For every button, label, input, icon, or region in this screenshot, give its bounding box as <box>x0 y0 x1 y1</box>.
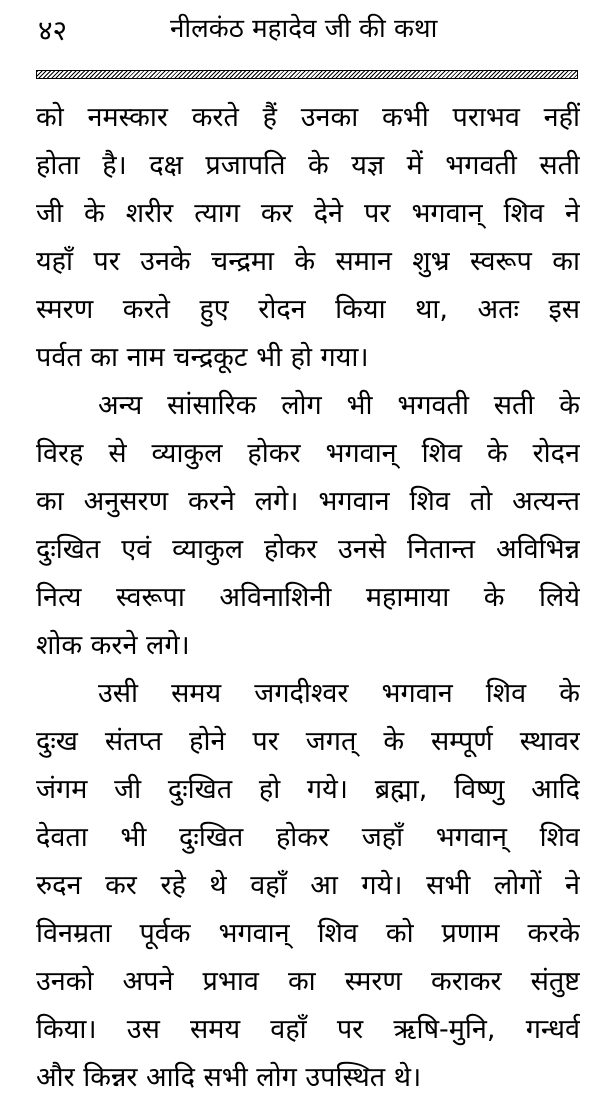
page-number: ४२ <box>38 14 68 47</box>
text-line: देवता भी दुःखित होकर जहाँ भगवान् शिव <box>36 822 580 853</box>
text-line: दुःख संतप्त होने पर जगत् के सम्पूर्ण स्थावर <box>36 726 580 757</box>
text-line: स्मरण करते हुए रोदन किया था, अतः इस <box>36 294 580 325</box>
text-line: नित्य स्वरूपा अविनाशिनी महामाया के लिये <box>36 582 580 613</box>
text-line: का अनुसरण करने लगे। भगवान शिव तो अत्यन्त <box>36 486 580 517</box>
text-line: जंगम जी दुःखित हो गये। ब्रह्मा, विष्णु आदि <box>36 774 580 805</box>
text-line: जी के शरीर त्याग कर देने पर भगवान् शिव ने <box>36 198 580 229</box>
body-text <box>36 94 580 1102</box>
text-line: शोक करने लगे। <box>36 630 190 661</box>
text-line: रुदन कर रहे थे वहाँ आ गये। सभी लोगों ने <box>36 870 580 901</box>
text-line: को नमस्कार करते हैं उनका कभी पराभव नहीं <box>36 102 580 133</box>
paragraph-first-line: अन्य सांसारिक लोग भी भगवती सती के <box>98 390 580 421</box>
running-title: नीलकंठ महादेव जी की कथा <box>170 14 438 44</box>
page-header <box>0 0 600 56</box>
header-rule <box>36 70 578 79</box>
text-line: यहाँ पर उनके चन्द्रमा के समान शुभ्र स्वरूप का <box>36 246 580 277</box>
text-line: विनम्रता पूर्वक भगवान् शिव को प्रणाम करके <box>36 918 580 949</box>
text-line: किया। उस समय वहाँ पर ऋषि-मुनि, गन्धर्व <box>36 1014 580 1045</box>
text-line: पर्वत का नाम चन्द्रकूट भी हो गया। <box>36 342 369 373</box>
text-line: विरह से व्याकुल होकर भगवान् शिव के रोदन <box>36 438 580 469</box>
text-line: दुःखित एवं व्याकुल होकर उनसे नितान्त अविभिन्न <box>36 534 580 565</box>
text-line: और किन्नर आदि सभी लोग उपस्थित थे। <box>36 1062 422 1093</box>
text-line: होता है। दक्ष प्रजापति के यज्ञ में भगवती सती <box>36 150 580 181</box>
text-line: उनको अपने प्रभाव का स्मरण कराकर संतुष्ट <box>36 966 580 997</box>
paragraph-first-line: उसी समय जगदीश्वर भगवान शिव के <box>98 678 580 709</box>
